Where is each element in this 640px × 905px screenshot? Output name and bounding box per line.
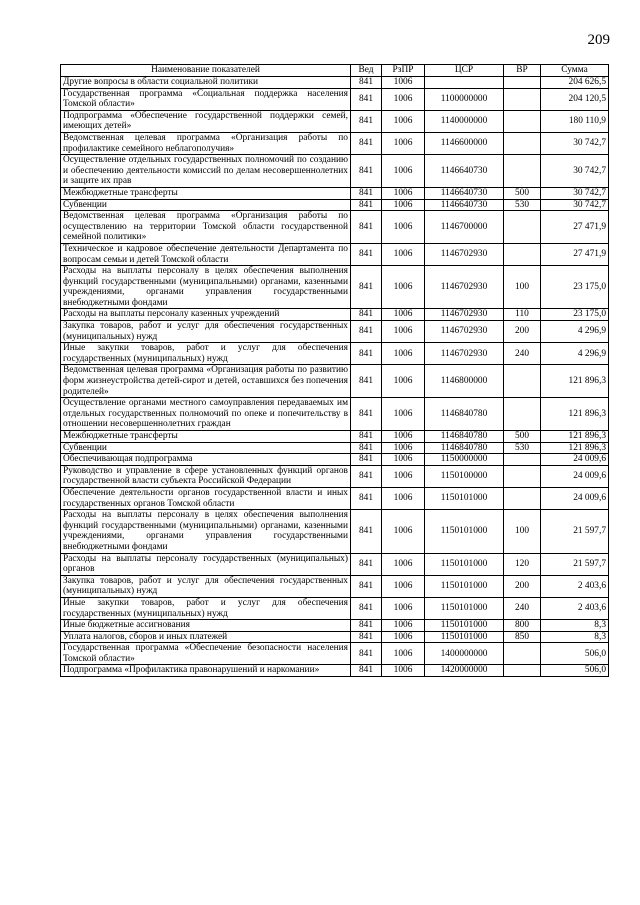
cell-rzpr: 1006 bbox=[382, 431, 425, 443]
cell-ved: 841 bbox=[351, 620, 382, 632]
table-row bbox=[61, 88, 609, 110]
cell-name: Ведомственная целевая программа «Организация работы по развитию форм жизнеустройства детей-сирот и детей, оставшихся без попечения родителей» bbox=[61, 365, 351, 398]
table-row bbox=[61, 365, 609, 398]
cell-name: Осуществление отдельных государственных полномочий по созданию и обеспечению деятельности комиссий по делам несовершеннолетних и защите их прав bbox=[61, 155, 351, 188]
cell-csr: 1146702930 bbox=[425, 343, 504, 365]
cell-csr: 1150101000 bbox=[425, 487, 504, 509]
header-name: Наименование показателей bbox=[61, 65, 351, 77]
cell-ved: 841 bbox=[351, 211, 382, 244]
cell-csr: 1146800000 bbox=[425, 365, 504, 398]
table-row bbox=[61, 620, 609, 632]
cell-rzpr: 1006 bbox=[382, 187, 425, 199]
cell-ved: 841 bbox=[351, 665, 382, 677]
table-header bbox=[61, 65, 609, 77]
table-row bbox=[61, 266, 609, 309]
cell-name: Уплата налогов, сборов и иных платежей bbox=[61, 631, 351, 643]
cell-name: Иные закупки товаров, работ и услуг для обеспечения государственных (муниципальных) нужд bbox=[61, 343, 351, 365]
cell-name: Ведомственная целевая программа «Организация работы по профилактике семейного неблагополучия» bbox=[61, 132, 351, 154]
budget-table bbox=[60, 64, 609, 677]
cell-rzpr: 1006 bbox=[382, 620, 425, 632]
cell-vr bbox=[504, 155, 541, 188]
cell-ved: 841 bbox=[351, 398, 382, 431]
cell-sum: 506,0 bbox=[541, 665, 609, 677]
cell-ved: 841 bbox=[351, 187, 382, 199]
cell-name: Расходы на выплаты персоналу в целях обеспечения выполнения функций государственными (муниципальными) органами, казенными учреждениями, органами управления государственными внебюджетными фондами bbox=[61, 510, 351, 553]
cell-sum: 21 597,7 bbox=[541, 510, 609, 553]
table-row bbox=[61, 465, 609, 487]
cell-vr bbox=[504, 487, 541, 509]
cell-ved: 841 bbox=[351, 487, 382, 509]
cell-sum: 30 742,7 bbox=[541, 187, 609, 199]
table-row bbox=[61, 77, 609, 89]
cell-name: Закупка товаров, работ и услуг для обеспечения государственных (муниципальных) нужд bbox=[61, 321, 351, 343]
cell-sum: 27 471,9 bbox=[541, 211, 609, 244]
cell-csr: 1150101000 bbox=[425, 575, 504, 597]
cell-sum: 24 009,6 bbox=[541, 487, 609, 509]
cell-name: Ведомственная целевая программа «Организация работы по осуществлению на территории Томской области государственной семейной политики» bbox=[61, 211, 351, 244]
cell-sum: 23 175,0 bbox=[541, 309, 609, 321]
header-row bbox=[61, 65, 609, 77]
cell-ved: 841 bbox=[351, 510, 382, 553]
cell-sum: 8,3 bbox=[541, 620, 609, 632]
table-row bbox=[61, 575, 609, 597]
cell-csr: 1146600000 bbox=[425, 132, 504, 154]
header-csr: ЦСР bbox=[425, 65, 504, 77]
cell-sum: 204 626,5 bbox=[541, 77, 609, 89]
table-row bbox=[61, 110, 609, 132]
cell-sum: 24 009,6 bbox=[541, 454, 609, 466]
cell-ved: 841 bbox=[351, 110, 382, 132]
cell-vr bbox=[504, 243, 541, 265]
cell-ved: 841 bbox=[351, 266, 382, 309]
cell-name: Другие вопросы в области социальной политики bbox=[61, 77, 351, 89]
cell-sum: 180 110,9 bbox=[541, 110, 609, 132]
cell-ved: 841 bbox=[351, 631, 382, 643]
cell-rzpr: 1006 bbox=[382, 155, 425, 188]
cell-name: Государственная программа «Обеспечение безопасности населения Томской области» bbox=[61, 643, 351, 665]
cell-sum: 24 009,6 bbox=[541, 465, 609, 487]
cell-vr bbox=[504, 454, 541, 466]
cell-sum: 121 896,3 bbox=[541, 398, 609, 431]
table-row bbox=[61, 442, 609, 454]
cell-csr: 1146640730 bbox=[425, 187, 504, 199]
cell-rzpr: 1006 bbox=[382, 211, 425, 244]
cell-vr: 110 bbox=[504, 309, 541, 321]
cell-name: Расходы на выплаты персоналу государственных (муниципальных) органов bbox=[61, 553, 351, 575]
cell-sum: 30 742,7 bbox=[541, 199, 609, 211]
cell-rzpr: 1006 bbox=[382, 266, 425, 309]
cell-name: Закупка товаров, работ и услуг для обеспечения государственных (муниципальных) нужд bbox=[61, 575, 351, 597]
cell-csr: 1146640730 bbox=[425, 199, 504, 211]
table-row bbox=[61, 187, 609, 199]
cell-csr: 1146702930 bbox=[425, 309, 504, 321]
header-vr: ВР bbox=[504, 65, 541, 77]
table-row bbox=[61, 643, 609, 665]
cell-ved: 841 bbox=[351, 309, 382, 321]
cell-sum: 8,3 bbox=[541, 631, 609, 643]
table-row bbox=[61, 155, 609, 188]
table-row bbox=[61, 343, 609, 365]
cell-rzpr: 1006 bbox=[382, 575, 425, 597]
cell-csr: 1150101000 bbox=[425, 631, 504, 643]
table-row bbox=[61, 553, 609, 575]
cell-csr: 1146702930 bbox=[425, 243, 504, 265]
cell-rzpr: 1006 bbox=[382, 597, 425, 619]
header-sum: Сумма bbox=[541, 65, 609, 77]
cell-name: Подпрограмма «Профилактика правонарушений и наркомании» bbox=[61, 665, 351, 677]
cell-csr: 1146840780 bbox=[425, 431, 504, 443]
cell-ved: 841 bbox=[351, 77, 382, 89]
cell-csr: 1150101000 bbox=[425, 510, 504, 553]
cell-ved: 841 bbox=[351, 343, 382, 365]
cell-vr: 200 bbox=[504, 321, 541, 343]
cell-csr: 1146700000 bbox=[425, 211, 504, 244]
cell-ved: 841 bbox=[351, 431, 382, 443]
cell-rzpr: 1006 bbox=[382, 487, 425, 509]
cell-name: Руководство и управление в сфере установленных функций органов государственной власти субъекта Российской Федерации bbox=[61, 465, 351, 487]
cell-sum: 4 296,9 bbox=[541, 321, 609, 343]
cell-sum: 204 120,5 bbox=[541, 88, 609, 110]
cell-rzpr: 1006 bbox=[382, 110, 425, 132]
page-number: 209 bbox=[587, 32, 610, 48]
table-row bbox=[61, 211, 609, 244]
cell-csr: 1150101000 bbox=[425, 553, 504, 575]
cell-name: Государственная программа «Социальная поддержка населения Томской области» bbox=[61, 88, 351, 110]
header-ved: Вед bbox=[351, 65, 382, 77]
cell-vr: 530 bbox=[504, 442, 541, 454]
cell-rzpr: 1006 bbox=[382, 243, 425, 265]
cell-name: Техническое и кадровое обеспечение деятельности Департамента по вопросам семьи и детей Томской области bbox=[61, 243, 351, 265]
cell-csr: 1150100000 bbox=[425, 465, 504, 487]
cell-name: Расходы на выплаты персоналу в целях обеспечения выполнения функций государственными (муниципальными) органами, казенными учреждениями, органами управления государственными внебюджетными фондами bbox=[61, 266, 351, 309]
table-row bbox=[61, 132, 609, 154]
cell-rzpr: 1006 bbox=[382, 643, 425, 665]
cell-vr: 500 bbox=[504, 431, 541, 443]
cell-rzpr: 1006 bbox=[382, 77, 425, 89]
cell-name: Межбюджетные трансферты bbox=[61, 187, 351, 199]
cell-ved: 841 bbox=[351, 575, 382, 597]
table-row bbox=[61, 665, 609, 677]
table-row bbox=[61, 454, 609, 466]
cell-name: Иные бюджетные ассигнования bbox=[61, 620, 351, 632]
cell-csr: 1150000000 bbox=[425, 454, 504, 466]
cell-rzpr: 1006 bbox=[382, 321, 425, 343]
cell-vr: 200 bbox=[504, 575, 541, 597]
cell-rzpr: 1006 bbox=[382, 132, 425, 154]
cell-csr: 1146702930 bbox=[425, 266, 504, 309]
cell-sum: 21 597,7 bbox=[541, 553, 609, 575]
cell-vr bbox=[504, 110, 541, 132]
cell-rzpr: 1006 bbox=[382, 343, 425, 365]
cell-rzpr: 1006 bbox=[382, 309, 425, 321]
cell-rzpr: 1006 bbox=[382, 398, 425, 431]
cell-ved: 841 bbox=[351, 553, 382, 575]
cell-vr bbox=[504, 211, 541, 244]
cell-name: Субвенции bbox=[61, 199, 351, 211]
cell-ved: 841 bbox=[351, 155, 382, 188]
cell-csr: 1146840780 bbox=[425, 398, 504, 431]
cell-csr bbox=[425, 77, 504, 89]
cell-sum: 30 742,7 bbox=[541, 132, 609, 154]
cell-name: Обеспечивающая подпрограмма bbox=[61, 454, 351, 466]
table-row bbox=[61, 597, 609, 619]
cell-sum: 2 403,6 bbox=[541, 597, 609, 619]
cell-ved: 841 bbox=[351, 465, 382, 487]
cell-vr: 120 bbox=[504, 553, 541, 575]
cell-csr: 1150101000 bbox=[425, 620, 504, 632]
cell-ved: 841 bbox=[351, 199, 382, 211]
cell-rzpr: 1006 bbox=[382, 631, 425, 643]
cell-name: Межбюджетные трансферты bbox=[61, 431, 351, 443]
table-row bbox=[61, 398, 609, 431]
cell-vr bbox=[504, 665, 541, 677]
cell-rzpr: 1006 bbox=[382, 88, 425, 110]
cell-sum: 121 896,3 bbox=[541, 442, 609, 454]
cell-vr: 850 bbox=[504, 631, 541, 643]
table-row bbox=[61, 243, 609, 265]
cell-vr: 800 bbox=[504, 620, 541, 632]
cell-rzpr: 1006 bbox=[382, 465, 425, 487]
table-row bbox=[61, 631, 609, 643]
cell-csr: 1146840780 bbox=[425, 442, 504, 454]
table-row bbox=[61, 431, 609, 443]
cell-sum: 27 471,9 bbox=[541, 243, 609, 265]
cell-vr: 100 bbox=[504, 266, 541, 309]
cell-sum: 4 296,9 bbox=[541, 343, 609, 365]
cell-ved: 841 bbox=[351, 132, 382, 154]
table-row bbox=[61, 321, 609, 343]
cell-sum: 30 742,7 bbox=[541, 155, 609, 188]
cell-ved: 841 bbox=[351, 365, 382, 398]
cell-csr: 1420000000 bbox=[425, 665, 504, 677]
cell-ved: 841 bbox=[351, 321, 382, 343]
table-row bbox=[61, 487, 609, 509]
cell-rzpr: 1006 bbox=[382, 553, 425, 575]
cell-name: Иные закупки товаров, работ и услуг для обеспечения государственных (муниципальных) нужд bbox=[61, 597, 351, 619]
table-row bbox=[61, 309, 609, 321]
table-row bbox=[61, 510, 609, 553]
cell-rzpr: 1006 bbox=[382, 199, 425, 211]
cell-vr bbox=[504, 77, 541, 89]
cell-vr bbox=[504, 88, 541, 110]
cell-ved: 841 bbox=[351, 643, 382, 665]
cell-vr: 100 bbox=[504, 510, 541, 553]
cell-rzpr: 1006 bbox=[382, 665, 425, 677]
cell-rzpr: 1006 bbox=[382, 442, 425, 454]
cell-csr: 1150101000 bbox=[425, 597, 504, 619]
cell-name: Обеспечение деятельности органов государственной власти и иных государственных органов Томской области bbox=[61, 487, 351, 509]
cell-sum: 121 896,3 bbox=[541, 431, 609, 443]
cell-vr: 530 bbox=[504, 199, 541, 211]
cell-sum: 2 403,6 bbox=[541, 575, 609, 597]
cell-name: Расходы на выплаты персоналу казенных учреждений bbox=[61, 309, 351, 321]
cell-name: Подпрограмма «Обеспечение государственной поддержки семей, имеющих детей» bbox=[61, 110, 351, 132]
table-body bbox=[61, 77, 609, 677]
cell-sum: 121 896,3 bbox=[541, 365, 609, 398]
cell-rzpr: 1006 bbox=[382, 365, 425, 398]
cell-csr: 1146702930 bbox=[425, 321, 504, 343]
cell-csr: 1146640730 bbox=[425, 155, 504, 188]
cell-vr bbox=[504, 465, 541, 487]
cell-ved: 841 bbox=[351, 597, 382, 619]
cell-csr: 1400000000 bbox=[425, 643, 504, 665]
cell-ved: 841 bbox=[351, 88, 382, 110]
cell-name: Субвенции bbox=[61, 442, 351, 454]
cell-vr bbox=[504, 643, 541, 665]
table-row bbox=[61, 199, 609, 211]
cell-rzpr: 1006 bbox=[382, 454, 425, 466]
cell-vr bbox=[504, 365, 541, 398]
cell-csr: 1140000000 bbox=[425, 110, 504, 132]
cell-vr: 500 bbox=[504, 187, 541, 199]
cell-vr bbox=[504, 132, 541, 154]
cell-vr bbox=[504, 398, 541, 431]
cell-rzpr: 1006 bbox=[382, 510, 425, 553]
cell-sum: 23 175,0 bbox=[541, 266, 609, 309]
cell-name: Осуществление органами местного самоуправления передаваемых им отдельных государственных полномочий по опеке и попечительству в отношении несовершеннолетних граждан bbox=[61, 398, 351, 431]
cell-ved: 841 bbox=[351, 454, 382, 466]
cell-csr: 1100000000 bbox=[425, 88, 504, 110]
cell-ved: 841 bbox=[351, 442, 382, 454]
cell-vr: 240 bbox=[504, 343, 541, 365]
header-rzpr: РзПР bbox=[382, 65, 425, 77]
cell-sum: 506,0 bbox=[541, 643, 609, 665]
cell-vr: 240 bbox=[504, 597, 541, 619]
cell-ved: 841 bbox=[351, 243, 382, 265]
